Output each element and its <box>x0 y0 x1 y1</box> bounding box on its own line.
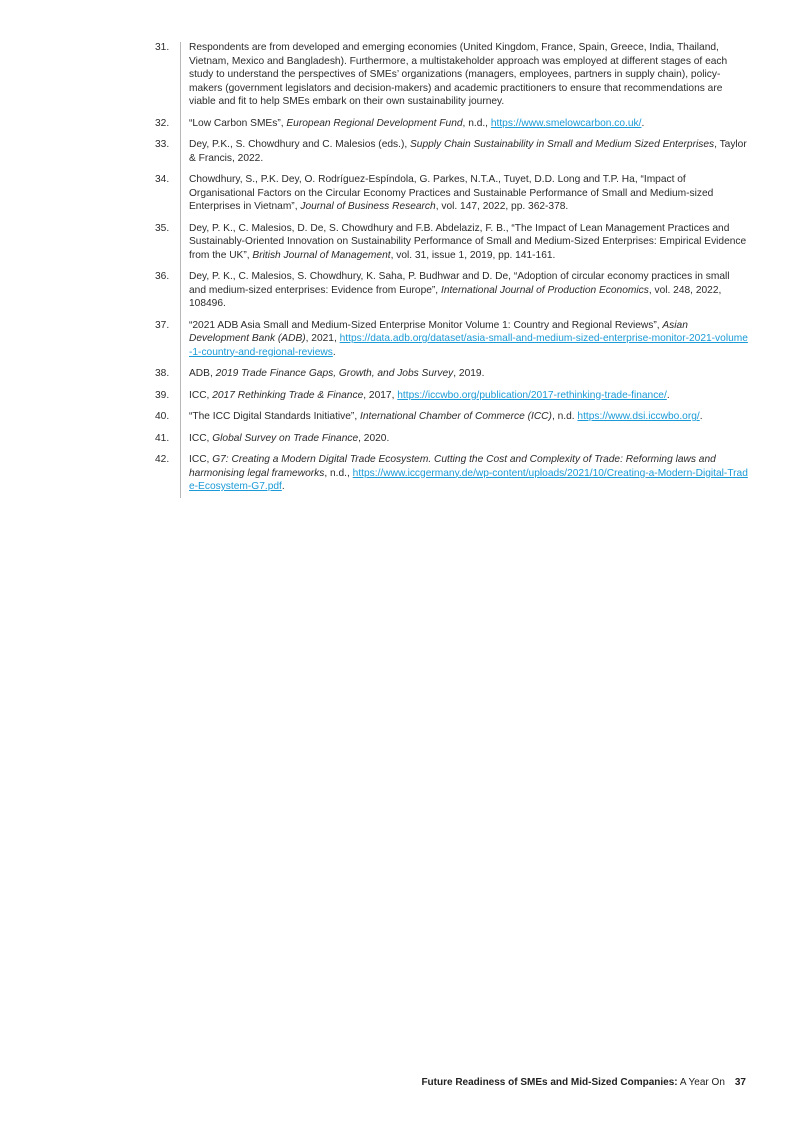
endnote-text <box>189 270 749 311</box>
endnote-italic-title: Global Survey on Trade Finance <box>212 432 359 444</box>
endnote-item <box>0 319 793 360</box>
endnote-text-run: , vol. 248, 2022, 108496. <box>189 284 722 309</box>
page-footer <box>421 1077 746 1088</box>
endnote-italic-title: International Journal of Production Economics <box>440 284 649 296</box>
endnote-text <box>189 367 749 381</box>
endnote-text <box>189 453 749 494</box>
endnote-link[interactable]: https://www.iccgermany.de/wp-content/uploads/2021/10/Creating-a-Modern-Digital-Trade-Ecosystem-G7.pdf <box>189 467 748 492</box>
endnote-link[interactable]: https://www.smelowcarbon.co.uk/ <box>490 117 642 129</box>
endnote-number: 37. <box>155 319 170 331</box>
endnote-text <box>189 117 749 131</box>
endnote-italic-title: 2017 Rethinking Trade & Finance <box>212 389 364 401</box>
endnote-text-run: ICC, <box>189 389 213 401</box>
endnote-link[interactable]: https://data.adb.org/dataset/asia-small-and-medium-sized-enterprise-monitor-2021-volume-1-country-and-regional-reviews <box>189 333 748 358</box>
endnote-text <box>189 173 749 214</box>
endnote-text-run: ICC, <box>189 432 213 444</box>
endnote-text-run: Chowdhury, S., P.K. Dey, O. Rodríguez-Espíndola, G. Parkes, N.T.A., Tuyet, D.D. Long and T.P. Ha, “Impact of Organisational Factors on the Circular Economy Practices and Sustainable Performance of Small and Medium-sized Enterprises in Vietnam”, <box>189 174 714 212</box>
endnote-text-run: . <box>641 117 645 129</box>
endnote-number: 38. <box>155 368 170 379</box>
endnote-text-run: “The ICC Digital Standards Initiative”, <box>189 411 360 422</box>
endnote-text <box>189 410 749 424</box>
endnote-item <box>0 117 793 131</box>
endnote-text <box>189 222 749 263</box>
endnote-item <box>0 270 793 311</box>
endnote-item <box>0 138 793 165</box>
endnote-item <box>0 222 793 263</box>
endnote-item <box>0 173 793 214</box>
footer-title-rest: A Year On <box>677 1077 725 1088</box>
endnote-number: 32. <box>155 117 170 129</box>
endnote-number: 36. <box>155 271 170 282</box>
endnote-text-run: , vol. 147, 2022, pp. 362-378. <box>435 201 569 212</box>
endnote-text-run: , 2021, <box>305 333 340 344</box>
endnote-text-run: “Low Carbon SMEs”, <box>189 117 287 129</box>
endnote-text-run: Dey, P. K., C. Malesios, S. Chowdhury, K. Saha, P. Budhwar and D. De, “Adoption of circular economy practices in small and medium-sized enterprises: Evidence from Europe”, <box>189 271 730 296</box>
endnote-text-run: , n.d., <box>324 467 353 479</box>
endnote-text-run: Dey, P.K., S. Chowdhury and C. Malesios (eds.), <box>189 139 411 150</box>
endnote-text <box>189 389 749 403</box>
endnote-text-run: . <box>281 481 285 492</box>
endnote-text-run: , n.d. <box>551 411 578 422</box>
endnote-number: 39. <box>155 389 170 401</box>
endnote-number: 42. <box>155 454 170 465</box>
endnote-number: 40. <box>155 411 170 422</box>
endnote-number: 33. <box>155 139 170 150</box>
endnote-text-run: , 2019. <box>453 368 485 379</box>
endnote-italic-title: Journal of Business Research <box>300 201 436 212</box>
endnote-text-run: , n.d., <box>462 117 491 129</box>
endnote-link[interactable]: https://www.dsi.iccwbo.org/ <box>577 411 700 422</box>
page-number: 37 <box>734 1077 746 1088</box>
endnote-text-run: , vol. 31, issue 1, 2019, pp. 141-161. <box>390 249 556 261</box>
endnote-italic-title: British Journal of Management <box>252 249 391 261</box>
endnote-number: 35. <box>155 222 170 234</box>
footer-title-bold: Future Readiness of SMEs and Mid-Sized Companies: <box>421 1077 678 1088</box>
endnote-number: 31. <box>155 42 170 53</box>
endnote-item <box>0 389 793 403</box>
endnote-text <box>189 41 749 109</box>
endnote-text-run: ICC, <box>189 454 213 465</box>
endnote-number: 41. <box>155 432 170 444</box>
endnotes-list <box>0 41 793 502</box>
endnote-italic-title: European Regional Development Fund <box>286 117 463 129</box>
endnote-item <box>0 410 793 424</box>
endnote-number: 34. <box>155 174 170 185</box>
endnote-text <box>189 319 749 360</box>
endnote-text-run: Respondents are from developed and emerging economies (United Kingdom, France, Spain, Greece, India, Thailand, Vietnam, Mexico and Bangladesh). Furthermore, a multistakeholder approach was employed at different stages of each study to understand the perspectives of SMEs’ organizations (managers, employees, partners in supply chain), policy-makers (government legislators and decision-makers) and academic practitioners to ensure that recommendations are viable and fit to help SMEs embark on their own sustainability journey. <box>189 42 728 107</box>
endnote-italic-title: International Chamber of Commerce (ICC) <box>360 411 552 422</box>
endnote-text-run: Dey, P. K., C. Malesios, D. De, S. Chowdhury and F.B. Abdelaziz, F. B., “The Impact of Lean Management Practices and Sustainably-Oriented Innovation on Sustainability Performance of Small and Medium-Sized Enterprises: Empirical Evidence from the UK”, <box>189 222 747 261</box>
endnote-text-run: ADB, <box>189 368 216 379</box>
endnote-text-run: . <box>699 411 703 422</box>
endnote-item <box>0 41 793 109</box>
endnote-item <box>0 432 793 446</box>
endnote-link[interactable]: https://iccwbo.org/publication/2017-rethinking-trade-finance/ <box>397 389 667 401</box>
endnote-italic-title: Supply Chain Sustainability in Small and Medium Sized Enterprises <box>410 139 715 150</box>
endnote-text-run: , Taylor & Francis, 2022. <box>189 139 747 164</box>
endnote-text-run: “2021 ADB Asia Small and Medium-Sized Enterprise Monitor Volume 1: Country and Regional Reviews”, <box>189 319 663 331</box>
endnote-italic-title: Asian Development Bank (ADB) <box>189 319 688 344</box>
endnote-text-run: , 2020. <box>358 432 390 444</box>
endnote-italic-title: G7: Creating a Modern Digital Trade Ecosystem. Cutting the Cost and Complexity of Trade: Reforming laws and harmonising legal frameworks <box>189 454 716 479</box>
endnote-item <box>0 367 793 381</box>
endnote-text <box>189 138 749 165</box>
endnote-text-run: . <box>666 389 670 401</box>
endnote-text-run: . <box>332 346 336 358</box>
endnote-item <box>0 453 793 494</box>
endnote-italic-title: 2019 Trade Finance Gaps, Growth, and Jobs Survey <box>215 368 454 379</box>
endnote-text <box>189 432 749 446</box>
endnote-text-run: , 2017, <box>363 389 398 401</box>
